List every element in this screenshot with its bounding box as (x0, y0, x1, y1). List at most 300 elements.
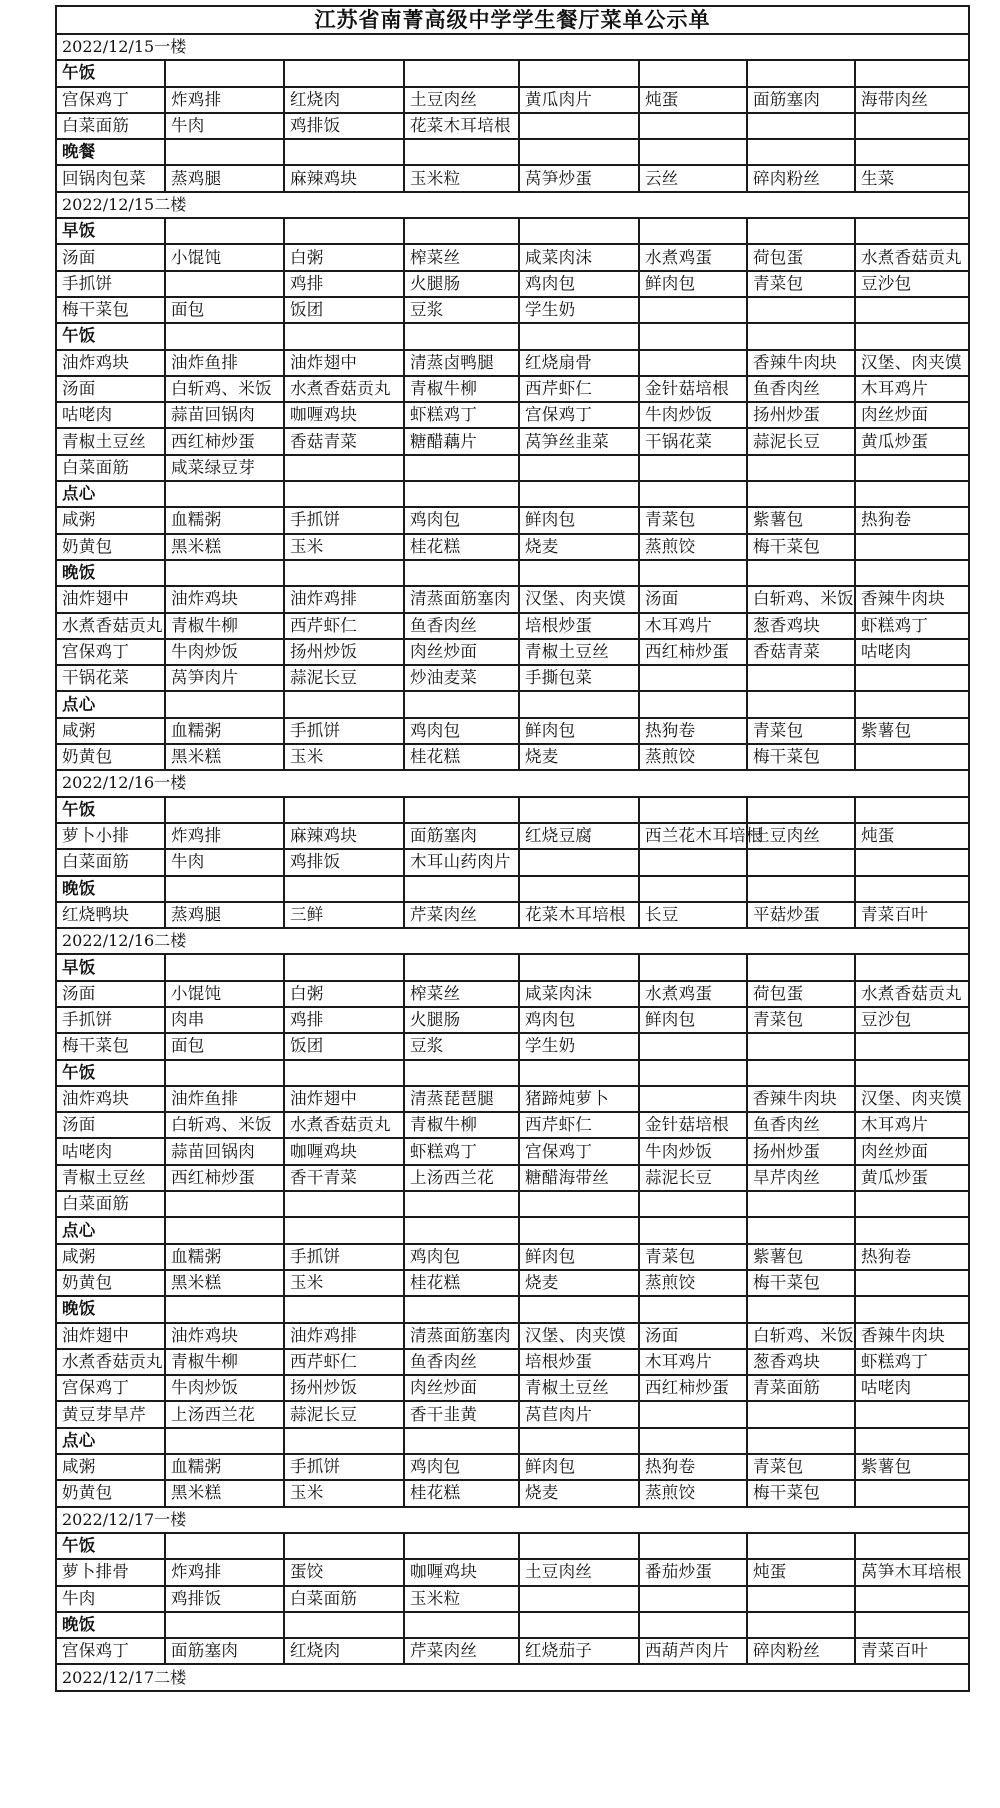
meal-label: 晚饭 (56, 560, 165, 586)
dish-cell: 烧麦 (519, 1270, 639, 1296)
dish-cell: 桂花糕 (404, 534, 519, 560)
dish-row (56, 534, 969, 560)
dish-cell: 白菜面筋 (284, 1586, 404, 1612)
dish-cell: 莴笋肉片 (165, 665, 284, 691)
dish-cell: 海带肉丝 (855, 87, 969, 113)
dish-cell: 热狗卷 (855, 1244, 969, 1270)
empty-cell (404, 876, 519, 902)
dish-cell: 咖喱鸡块 (284, 402, 404, 428)
dish-cell (639, 455, 747, 481)
dish-cell: 面包 (165, 297, 284, 323)
dish-cell: 青椒土豆丝 (519, 1375, 639, 1401)
empty-cell (519, 60, 639, 86)
dish-cell (165, 271, 284, 297)
empty-cell (165, 560, 284, 586)
dish-cell: 热狗卷 (855, 507, 969, 533)
dish-cell: 油炸鱼排 (165, 1086, 284, 1112)
dish-cell: 汤面 (639, 586, 747, 612)
empty-cell (747, 954, 855, 980)
dish-cell: 梅干菜包 (56, 1033, 165, 1059)
empty-cell (639, 218, 747, 244)
dish-cell: 黑米糕 (165, 744, 284, 770)
dish-cell: 鸡排 (284, 271, 404, 297)
dish-cell: 咸粥 (56, 1244, 165, 1270)
dish-cell: 旱芹肉丝 (747, 1165, 855, 1191)
dish-cell: 虾糕鸡丁 (855, 1349, 969, 1375)
date-row (56, 192, 969, 218)
empty-cell (404, 560, 519, 586)
empty-cell (165, 1217, 284, 1243)
empty-cell (519, 1533, 639, 1559)
dish-cell: 麻辣鸡块 (284, 165, 404, 191)
empty-cell (519, 1428, 639, 1454)
dish-cell: 奶黄包 (56, 744, 165, 770)
dish-cell: 青菜包 (639, 507, 747, 533)
dish-cell: 生菜 (855, 165, 969, 191)
dish-cell (519, 113, 639, 139)
section-date: 2022/12/17一楼 (56, 1507, 969, 1533)
dish-cell: 汉堡、肉夹馍 (855, 1086, 969, 1112)
empty-cell (284, 1612, 404, 1638)
dish-cell: 红烧肉 (284, 1638, 404, 1664)
empty-cell (165, 1612, 284, 1638)
dish-cell: 肉丝炒面 (404, 1375, 519, 1401)
dish-cell: 油炸鸡块 (56, 350, 165, 376)
dish-cell: 手抓饼 (284, 718, 404, 744)
dish-row (56, 1480, 969, 1506)
dish-cell: 荷包蛋 (747, 981, 855, 1007)
dish-row (56, 1323, 969, 1349)
empty-cell (404, 691, 519, 717)
dish-cell: 青菜面筋 (747, 1375, 855, 1401)
dish-cell: 红烧豆腐 (519, 823, 639, 849)
dish-cell: 云丝 (639, 165, 747, 191)
empty-cell (855, 1060, 969, 1086)
meal-header-row (56, 560, 969, 586)
dish-cell: 上汤西兰花 (404, 1165, 519, 1191)
empty-cell (284, 60, 404, 86)
dish-cell: 面筋塞肉 (747, 87, 855, 113)
empty-cell (855, 1428, 969, 1454)
dish-cell: 香辣牛肉块 (855, 586, 969, 612)
dish-cell: 白菜面筋 (56, 849, 165, 875)
empty-cell (747, 1060, 855, 1086)
empty-cell (284, 560, 404, 586)
empty-cell (519, 139, 639, 165)
dish-cell: 牛肉 (56, 1586, 165, 1612)
section-date: 2022/12/16一楼 (56, 770, 969, 796)
empty-cell (639, 1428, 747, 1454)
dish-cell: 蒸鸡腿 (165, 902, 284, 928)
dish-cell: 木耳鸡片 (855, 1112, 969, 1138)
dish-cell: 白菜面筋 (56, 455, 165, 481)
dish-cell: 莴笋木耳培根 (855, 1559, 969, 1585)
dish-cell: 扬州炒蛋 (747, 402, 855, 428)
empty-cell (639, 1533, 747, 1559)
dish-row (56, 113, 969, 139)
dish-cell: 奶黄包 (56, 1270, 165, 1296)
dish-row (56, 1191, 969, 1217)
dish-cell: 肉丝炒面 (855, 402, 969, 428)
dish-cell: 干锅花菜 (56, 665, 165, 691)
dish-row (56, 718, 969, 744)
empty-cell (639, 1612, 747, 1638)
dish-cell: 鸡排饭 (165, 1586, 284, 1612)
dish-row (56, 87, 969, 113)
dish-cell: 蒜泥长豆 (639, 1165, 747, 1191)
dish-cell: 水煮鸡蛋 (639, 244, 747, 270)
dish-cell: 紫薯包 (855, 718, 969, 744)
empty-cell (519, 481, 639, 507)
empty-cell (855, 1296, 969, 1322)
dish-cell (519, 1586, 639, 1612)
dish-cell (639, 350, 747, 376)
dish-cell: 汤面 (56, 1112, 165, 1138)
dish-cell: 肉丝炒面 (855, 1138, 969, 1164)
dish-row (56, 1165, 969, 1191)
dish-cell (747, 849, 855, 875)
meal-label: 午饭 (56, 1533, 165, 1559)
dish-cell (855, 1586, 969, 1612)
empty-cell (519, 218, 639, 244)
dish-cell: 水煮香菇贡丸 (284, 376, 404, 402)
dish-cell: 扬州炒蛋 (747, 1138, 855, 1164)
dish-cell: 青菜包 (747, 271, 855, 297)
dish-cell: 红烧茄子 (519, 1638, 639, 1664)
dish-row (56, 1375, 969, 1401)
dish-cell: 油炸鸡块 (165, 586, 284, 612)
dish-cell: 玉米 (284, 1480, 404, 1506)
empty-cell (855, 876, 969, 902)
empty-cell (165, 481, 284, 507)
title-row (56, 6, 969, 34)
date-row (56, 928, 969, 954)
dish-cell: 豆浆 (404, 297, 519, 323)
meal-header-row (56, 797, 969, 823)
dish-cell: 蒜苗回锅肉 (165, 402, 284, 428)
dish-cell (855, 1033, 969, 1059)
dish-cell: 牛肉炒饭 (639, 402, 747, 428)
empty-cell (639, 1296, 747, 1322)
empty-cell (747, 1428, 855, 1454)
empty-cell (747, 1612, 855, 1638)
dish-cell: 白菜面筋 (56, 1191, 165, 1217)
dish-cell: 木耳山药肉片 (404, 849, 519, 875)
dish-cell: 青椒土豆丝 (56, 1165, 165, 1191)
dish-cell: 烧麦 (519, 534, 639, 560)
dish-cell: 青菜包 (747, 718, 855, 744)
dish-cell (639, 1191, 747, 1217)
dish-cell (639, 849, 747, 875)
dish-cell: 金针菇培根 (639, 1112, 747, 1138)
dish-cell: 宫保鸡丁 (56, 639, 165, 665)
dish-cell: 西芹虾仁 (284, 1349, 404, 1375)
empty-cell (165, 323, 284, 349)
empty-cell (404, 1428, 519, 1454)
dish-cell (404, 455, 519, 481)
dish-row (56, 271, 969, 297)
empty-cell (284, 1428, 404, 1454)
dish-cell (639, 665, 747, 691)
dish-cell: 血糯粥 (165, 1454, 284, 1480)
dish-cell: 热狗卷 (639, 1454, 747, 1480)
empty-cell (284, 218, 404, 244)
dish-cell: 木耳鸡片 (639, 613, 747, 639)
dish-cell: 青椒牛柳 (165, 613, 284, 639)
dish-cell: 香菇青菜 (747, 639, 855, 665)
empty-cell (165, 1428, 284, 1454)
dish-cell: 土豆肉丝 (747, 823, 855, 849)
empty-cell (165, 876, 284, 902)
empty-cell (284, 1060, 404, 1086)
meal-label: 点心 (56, 1428, 165, 1454)
empty-cell (165, 1060, 284, 1086)
dish-cell: 汤面 (56, 244, 165, 270)
dish-cell: 红烧肉 (284, 87, 404, 113)
dish-cell: 红烧鸭块 (56, 902, 165, 928)
dish-cell: 白粥 (284, 244, 404, 270)
dish-cell: 宫保鸡丁 (519, 402, 639, 428)
meal-label: 午饭 (56, 797, 165, 823)
dish-cell: 扬州炒饭 (284, 1375, 404, 1401)
dish-cell: 三鲜 (284, 902, 404, 928)
empty-cell (284, 1533, 404, 1559)
dish-row (56, 744, 969, 770)
empty-cell (855, 60, 969, 86)
dish-cell: 手抓饼 (56, 271, 165, 297)
dish-cell: 咖喱鸡块 (404, 1559, 519, 1585)
dish-cell: 干锅花菜 (639, 428, 747, 454)
meal-header-row (56, 481, 969, 507)
dish-row (56, 165, 969, 191)
dish-cell: 咕咾肉 (855, 1375, 969, 1401)
dish-cell (284, 455, 404, 481)
empty-cell (519, 691, 639, 717)
empty-cell (747, 797, 855, 823)
empty-cell (747, 876, 855, 902)
empty-cell (404, 797, 519, 823)
dish-cell (639, 1401, 747, 1427)
dish-cell: 手抓饼 (56, 1007, 165, 1033)
dish-cell (855, 297, 969, 323)
dish-cell: 鱼香肉丝 (747, 1112, 855, 1138)
dish-cell: 黑米糕 (165, 1480, 284, 1506)
dish-cell: 咕咾肉 (56, 1138, 165, 1164)
dish-cell (519, 849, 639, 875)
dish-row (56, 1559, 969, 1585)
dish-cell: 葱香鸡块 (747, 1349, 855, 1375)
dish-cell: 牛肉炒饭 (165, 639, 284, 665)
meal-label: 点心 (56, 1217, 165, 1243)
dish-cell: 虾糕鸡丁 (404, 402, 519, 428)
dish-cell (639, 297, 747, 323)
dish-row (56, 1086, 969, 1112)
dish-cell: 白斩鸡、米饭 (747, 1323, 855, 1349)
dish-cell: 面包 (165, 1033, 284, 1059)
dish-cell: 玉米 (284, 534, 404, 560)
empty-cell (639, 1217, 747, 1243)
dish-row (56, 507, 969, 533)
empty-cell (284, 1296, 404, 1322)
empty-cell (747, 60, 855, 86)
dish-cell: 黄瓜炒蛋 (855, 428, 969, 454)
empty-cell (165, 797, 284, 823)
empty-cell (284, 1217, 404, 1243)
dish-cell: 青椒土豆丝 (56, 428, 165, 454)
dish-cell: 青椒牛柳 (404, 1112, 519, 1138)
dish-cell: 油炸鸡排 (284, 586, 404, 612)
dish-cell: 桂花糕 (404, 1480, 519, 1506)
dish-cell: 汤面 (56, 376, 165, 402)
dish-cell: 西红柿炒蛋 (639, 1375, 747, 1401)
meal-header-row (56, 1612, 969, 1638)
dish-row (56, 376, 969, 402)
dish-row (56, 981, 969, 1007)
dish-cell (855, 1191, 969, 1217)
empty-cell (855, 1612, 969, 1638)
dish-cell: 奶黄包 (56, 1480, 165, 1506)
dish-cell: 长豆 (639, 902, 747, 928)
dish-cell: 梅干菜包 (747, 1480, 855, 1506)
empty-cell (747, 691, 855, 717)
section-date: 2022/12/16二楼 (56, 928, 969, 954)
dish-cell: 咸菜肉沫 (519, 981, 639, 1007)
dish-cell: 炸鸡排 (165, 87, 284, 113)
dish-cell: 咸粥 (56, 507, 165, 533)
dish-cell: 榨菜丝 (404, 981, 519, 1007)
dish-cell: 紫薯包 (855, 1454, 969, 1480)
dish-cell: 回锅肉包菜 (56, 165, 165, 191)
dish-cell: 梅干菜包 (747, 744, 855, 770)
dish-cell: 鸡肉包 (404, 1454, 519, 1480)
dish-cell (519, 1191, 639, 1217)
empty-cell (639, 1060, 747, 1086)
dish-cell: 肉丝炒面 (404, 639, 519, 665)
dish-cell: 咸菜肉沫 (519, 244, 639, 270)
dish-cell: 鲜肉包 (639, 271, 747, 297)
dish-cell: 汤面 (56, 981, 165, 1007)
empty-cell (855, 139, 969, 165)
dish-cell: 黑米糕 (165, 534, 284, 560)
empty-cell (284, 323, 404, 349)
dish-cell: 水煮香菇贡丸 (56, 1349, 165, 1375)
dish-cell: 鸡排饭 (284, 113, 404, 139)
dish-cell: 鲜肉包 (519, 718, 639, 744)
empty-cell (639, 560, 747, 586)
dish-cell: 油炸鸡排 (284, 1323, 404, 1349)
dish-cell: 芹菜肉丝 (404, 1638, 519, 1664)
dish-cell: 手撕包菜 (519, 665, 639, 691)
dish-row (56, 1138, 969, 1164)
dish-cell: 木耳鸡片 (639, 1349, 747, 1375)
dish-cell: 番茄炒蛋 (639, 1559, 747, 1585)
date-row (56, 1507, 969, 1533)
dish-cell: 学生奶 (519, 297, 639, 323)
dish-cell: 油炸翅中 (56, 1323, 165, 1349)
dish-cell: 面筋塞肉 (165, 1638, 284, 1664)
empty-cell (284, 954, 404, 980)
dish-cell: 糖醋海带丝 (519, 1165, 639, 1191)
dish-cell: 西芹虾仁 (519, 1112, 639, 1138)
dish-cell: 麻辣鸡块 (284, 823, 404, 849)
dish-cell: 木耳鸡片 (855, 376, 969, 402)
dish-cell: 西红柿炒蛋 (165, 428, 284, 454)
dish-cell: 清蒸面筋塞肉 (404, 586, 519, 612)
meal-header-row (56, 323, 969, 349)
dish-cell: 鱼香肉丝 (747, 376, 855, 402)
dish-cell: 虾糕鸡丁 (404, 1138, 519, 1164)
meal-header-row (56, 60, 969, 86)
page-title: 江苏省南菁高级中学学生餐厅菜单公示单 (56, 6, 969, 34)
dish-cell: 血糯粥 (165, 718, 284, 744)
dish-cell: 火腿肠 (404, 271, 519, 297)
dish-cell: 蒜泥长豆 (284, 1401, 404, 1427)
dish-cell: 宫保鸡丁 (56, 1375, 165, 1401)
dish-cell: 白斩鸡、米饭 (747, 586, 855, 612)
meal-label: 点心 (56, 481, 165, 507)
dish-cell: 蒜泥长豆 (747, 428, 855, 454)
dish-cell: 清蒸面筋塞肉 (404, 1323, 519, 1349)
dish-cell: 鸡肉包 (404, 718, 519, 744)
dish-cell: 青菜包 (639, 1244, 747, 1270)
empty-cell (747, 218, 855, 244)
dish-row (56, 297, 969, 323)
dish-cell: 咕咾肉 (56, 402, 165, 428)
empty-cell (404, 1296, 519, 1322)
dish-cell: 香辣牛肉块 (747, 1086, 855, 1112)
dish-cell: 紫薯包 (747, 507, 855, 533)
dish-row (56, 823, 969, 849)
dish-cell: 炖蛋 (855, 823, 969, 849)
dish-cell: 宫保鸡丁 (56, 1638, 165, 1664)
dish-row (56, 455, 969, 481)
dish-cell: 蛋饺 (284, 1559, 404, 1585)
dish-cell: 小馄饨 (165, 244, 284, 270)
empty-cell (747, 560, 855, 586)
dish-cell: 玉米粒 (404, 1586, 519, 1612)
dish-cell: 玉米粒 (404, 165, 519, 191)
empty-cell (855, 323, 969, 349)
dish-cell (747, 1033, 855, 1059)
dish-cell: 烧麦 (519, 744, 639, 770)
empty-cell (165, 954, 284, 980)
dish-cell: 白斩鸡、米饭 (165, 1112, 284, 1138)
dish-cell: 扬州炒饭 (284, 639, 404, 665)
dish-row (56, 1586, 969, 1612)
dish-cell: 饭团 (284, 297, 404, 323)
empty-cell (639, 876, 747, 902)
dish-row (56, 428, 969, 454)
dish-cell: 桂花糕 (404, 1270, 519, 1296)
dish-cell: 紫薯包 (747, 1244, 855, 1270)
dish-cell: 西兰花木耳培根 (639, 823, 747, 849)
empty-cell (404, 60, 519, 86)
meal-header-row (56, 1296, 969, 1322)
empty-cell (639, 691, 747, 717)
empty-cell (747, 1296, 855, 1322)
meal-header-row (56, 1533, 969, 1559)
dish-cell: 炖蛋 (747, 1559, 855, 1585)
dish-cell (855, 113, 969, 139)
dish-cell (404, 1191, 519, 1217)
dish-cell: 手抓饼 (284, 1244, 404, 1270)
dish-cell: 花菜木耳培根 (404, 113, 519, 139)
dish-cell: 西红柿炒蛋 (639, 639, 747, 665)
dish-cell (855, 1480, 969, 1506)
dish-cell: 黄瓜肉片 (519, 87, 639, 113)
empty-cell (165, 691, 284, 717)
dish-cell: 碎肉粉丝 (747, 165, 855, 191)
